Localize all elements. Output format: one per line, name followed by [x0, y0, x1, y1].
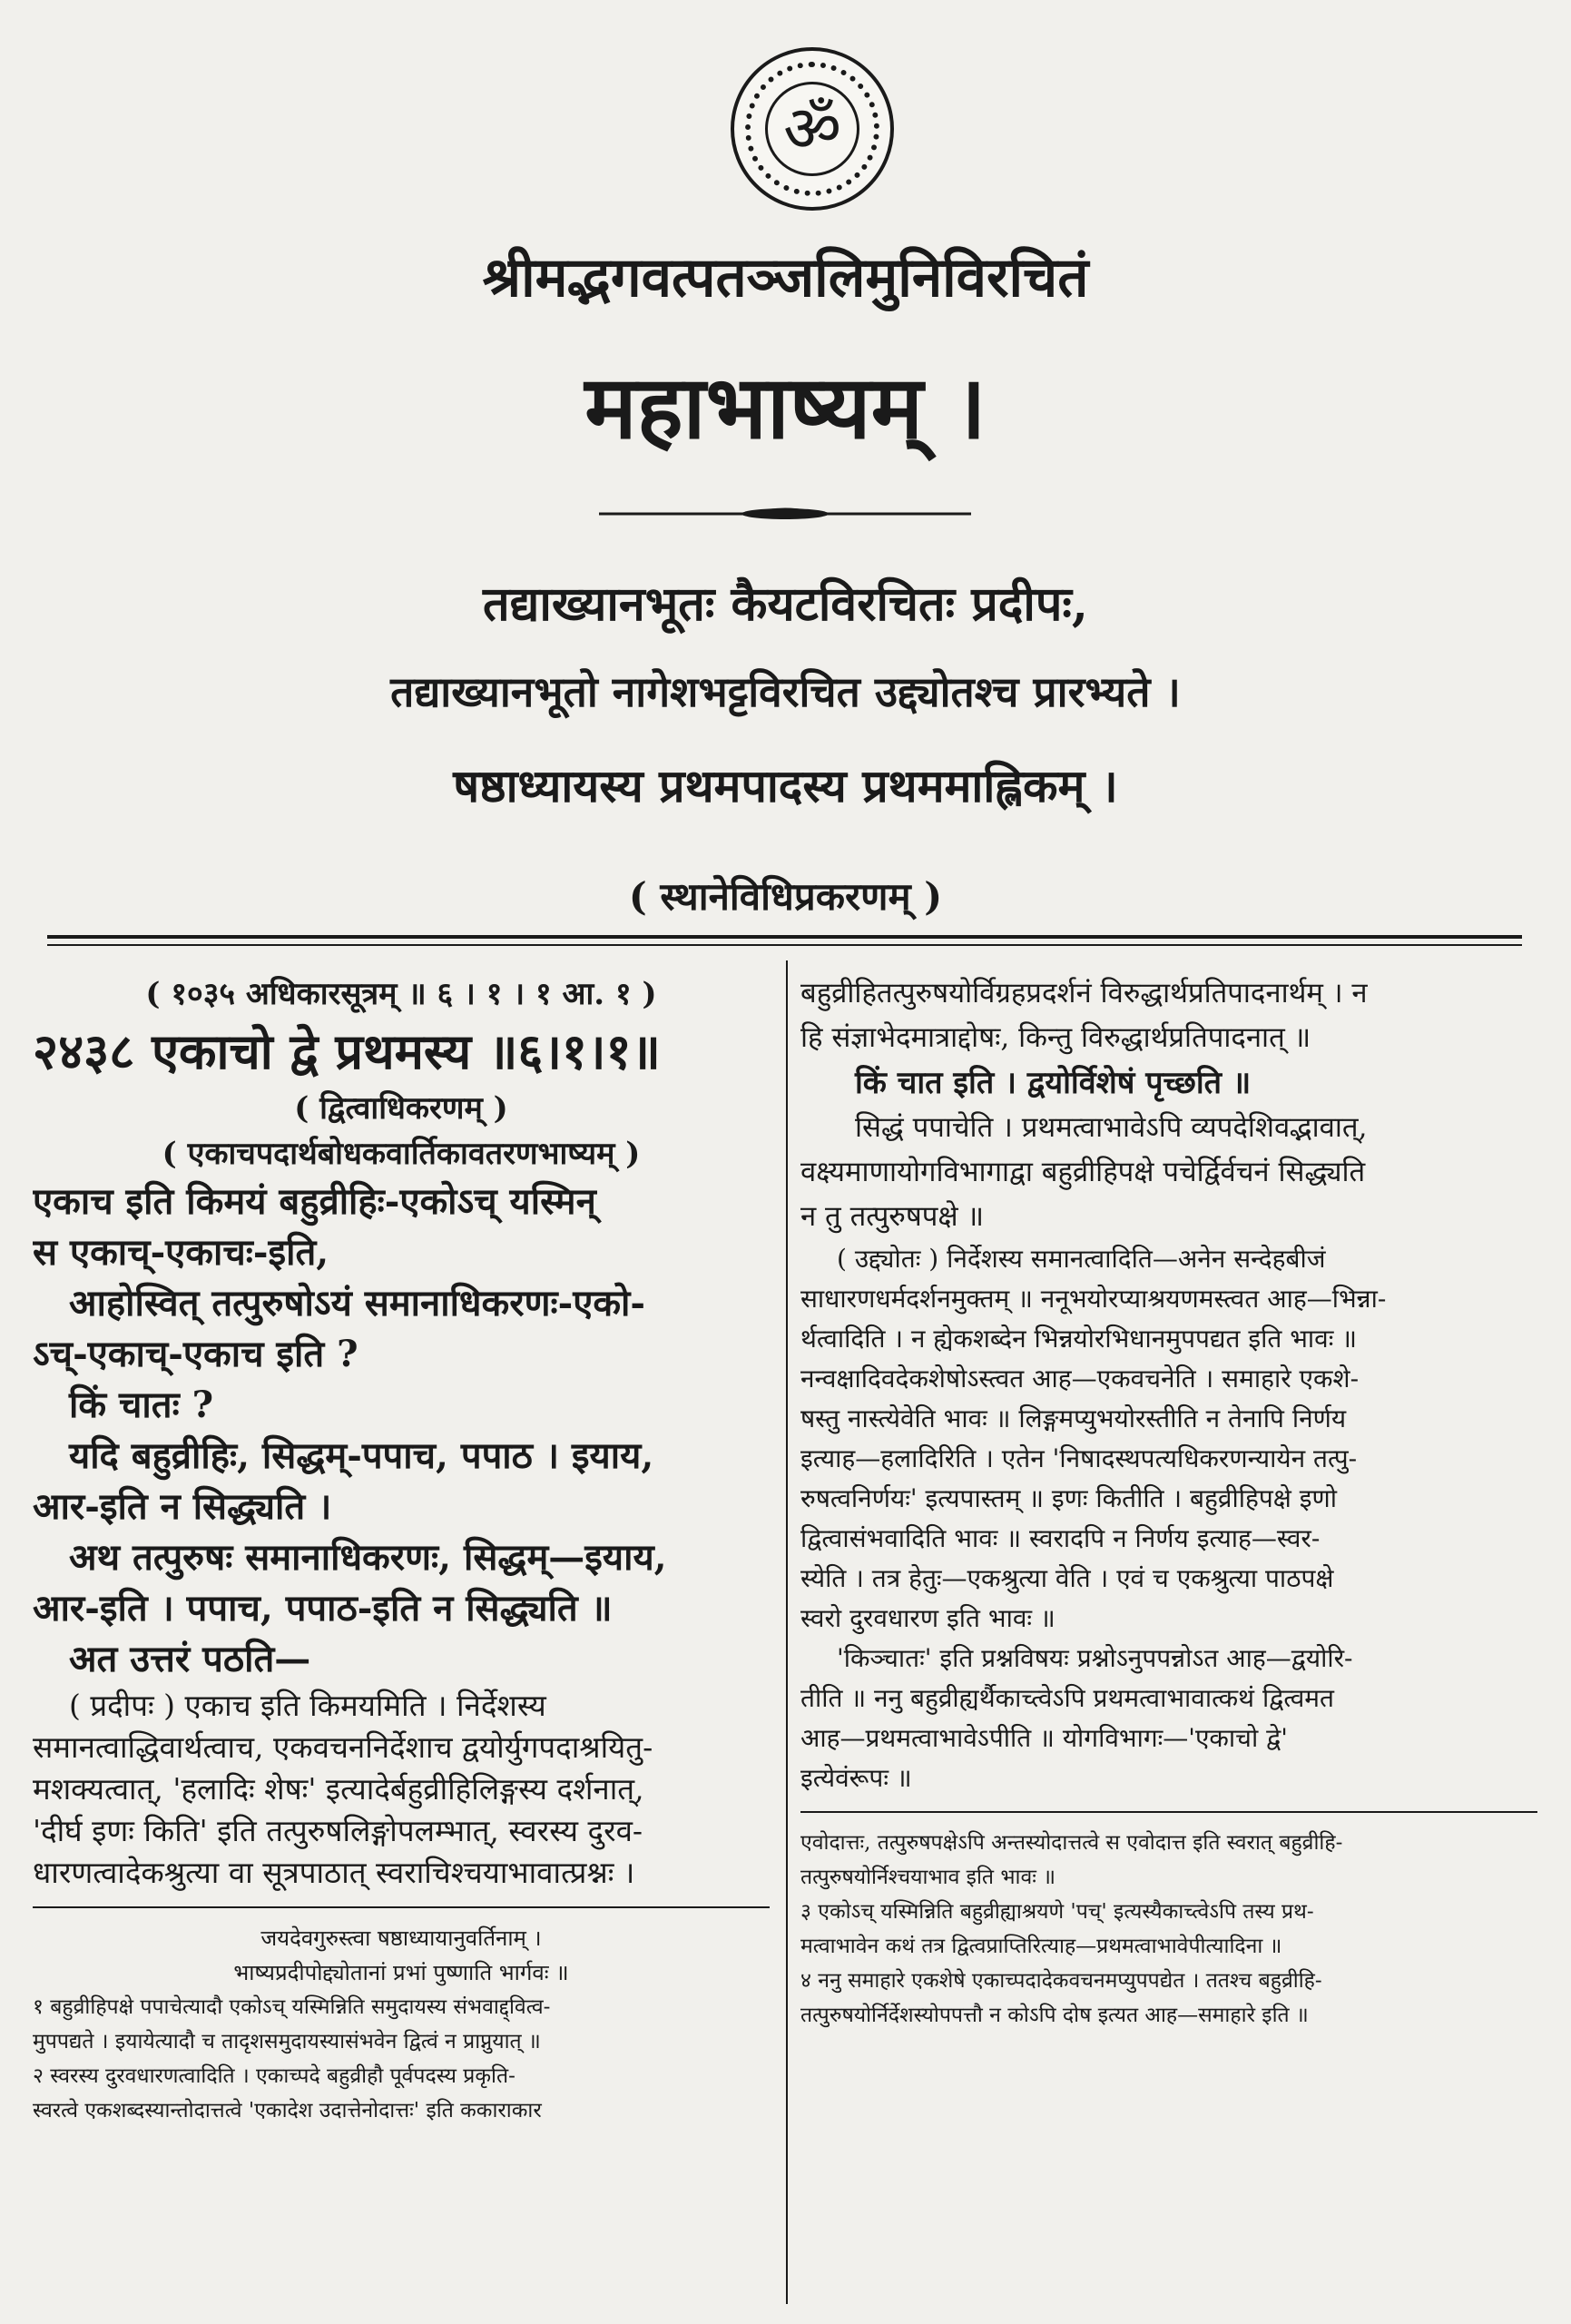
- bhashya-line: एकाच इति किमयं बहुव्रीहिः-एकोऽच् यस्मिन्: [33, 1180, 596, 1223]
- verse-line: जयदेवगुरुस्त्वा षष्ठाध्यायानुवर्तिनाम् ।: [260, 1925, 542, 1951]
- right-column: [800, 971, 1537, 2033]
- pradipa-line: समानत्वाद्धिवार्थत्वाच, एकवचननिर्देशाच द्वयोर्युगपदाश्रयितु-: [33, 1729, 653, 1765]
- pradipa-line: हि संज्ञाभेदमात्राद्दोषः, किन्तु विरुद्धार्थप्रतिपादनात् ॥: [800, 1021, 1311, 1054]
- sutra-heading: २४३८ एकाचो द्वे प्रथमस्य ॥६।१।१॥: [33, 1022, 661, 1080]
- footnote-line: एवोदात्तः, तत्पुरुषपक्षेऽपि अन्तस्योदात्तत्वे स एवोदात्त इति स्वरात् बहुव्रीहि-: [800, 1831, 1343, 1855]
- uddyota-line: इत्येवंरूपः ॥: [800, 1763, 912, 1793]
- uddyota-line: आह—प्रथमत्वाभावेऽपीति ॥ योगविभागः—'एकाचो द्वे': [800, 1723, 1288, 1753]
- bhashya-line: यदि बहुव्रीहिः, सिद्धम्-पपाच, पपाठ । इयाय,: [69, 1434, 654, 1477]
- footnote-line: ४ ननु समाहारे एकशेषे एकाच्पदादेकवचनमप्युपपद्येत । ततश्च बहुव्रीहि-: [800, 1969, 1322, 1993]
- title-ornament: [599, 505, 971, 523]
- bhashya-line: अत उत्तरं पठति—: [69, 1638, 311, 1680]
- footnote-line: मुपपद्यते । इयायेत्यादौ च तादृशसमुदायस्यासंभवेन द्वित्वं न प्राप्नुयात् ॥: [33, 2030, 541, 2053]
- footnote-rule: [33, 1906, 770, 1908]
- uddyota-line: इत्याह—हलादिरिति । एतेन 'निषादस्थपत्यधिकरणन्यायेन तत्पु-: [800, 1443, 1358, 1473]
- bhashya-line: आहोस्वित् तत्पुरुषोऽयं समानाधिकरणः-एको-: [69, 1282, 646, 1324]
- uddyota-line: स्येति । तत्र हेतुः—एकश्रुत्या वेति । एवं च एकश्रुत्या पाठपक्षे: [800, 1563, 1334, 1593]
- author-line: श्रीमद्भगवत्पतञ्जलिमुनिविरचितं: [482, 246, 1089, 310]
- header-rule: [47, 935, 1522, 939]
- uddyota-line: स्वरो दुरवधारण इति भावः ॥: [800, 1603, 1056, 1633]
- uddyota-line: र्थत्वादिति । न ह्येकशब्देन भिन्नयोरभिधानमुपपद्यत इति भावः ॥: [800, 1324, 1358, 1354]
- uddyota-line: षस्तु नास्त्येवेति भावः ॥ लिङ्गमप्युभयोरस्तीति न तेनापि निर्णय: [800, 1403, 1347, 1433]
- bhashya-line: आर-इति । पपाच, पपाठ-इति न सिद्ध्यति ॥: [33, 1587, 613, 1630]
- bhashya-line: अथ तत्पुरुषः समानाधिकरणः, सिद्धम्—इयाय,: [69, 1536, 667, 1579]
- bhashya-line: स एकाच्-एकाचः-इति,: [33, 1231, 329, 1274]
- footnote-line: स्वरत्वे एकशब्दस्यान्तोदात्तत्वे 'एकादेश उदात्तेनोदात्तः' इति ककाराकार: [33, 2099, 542, 2122]
- uddyota-line: ( उद्द्योतः ) निर्देशस्य समानत्वादिति—अनेन सन्देहबीजं: [837, 1244, 1326, 1274]
- column-divider: [786, 960, 788, 2304]
- bhashya-line: ऽच्-एकाच्-एकाच इति ?: [33, 1333, 358, 1375]
- commentary-uddyota-line: तद्याख्यानभूतो नागेशभट्टविरचित उद्द्योतश्च प्रारभ्यते ।: [390, 667, 1181, 716]
- pradipa-line: ( प्रदीपः ) एकाच इति किमयमिति । निर्देशस्य: [69, 1688, 546, 1723]
- adhikara-sutra-label: ( १०३५ अधिकारसूत्रम् ॥ ६ । १ । १ आ. १ ): [145, 976, 657, 1012]
- uddyota-line: द्वित्वासंभवादिति भावः ॥ स्वरादपि न निर्णय इत्याह—स्वर-: [800, 1523, 1321, 1553]
- pradipa-line: धारणत्वादेकश्रुत्या वा सूत्रपाठात् स्वराचिश्चयाभावात्प्रश्नः ।: [33, 1855, 635, 1890]
- footnote-line: १ बहुव्रीहिपक्षे पपाचेत्यादौ एकोऽच् यस्मिन्निति समुदायस्य संभवाद्द्वित्व-: [33, 1995, 551, 2019]
- pradipa-line: किं चात इति । द्वयोर्विशेषं पृच्छति ॥: [855, 1065, 1252, 1101]
- pradipa-line: मशक्यत्वात्, 'हलादिः शेषः' इत्यादेर्बहुव्रीहिलिङ्गस्य दर्शनात्,: [33, 1771, 644, 1807]
- uddyota-line: नन्वक्षादिवदेकशेषोऽस्त्वत आह—एकवचनेति । समाहारे एकशे-: [800, 1364, 1360, 1393]
- commentary-pradipa-line: तद्याख्यानभूतः कैयटविरचितः प्रदीपः,: [482, 576, 1089, 632]
- footnote-line: तत्पुरुषयोर्निश्चयाभाव इति भावः ॥: [800, 1866, 1056, 1889]
- uddyota-line: साधारणधर्मदर्शनमुक्तम् ॥ ननूभयोरप्याश्रयणमस्त्वत आह—भिन्ना-: [800, 1284, 1387, 1314]
- pradipa-line: 'दीर्घ इणः किति' इति तत्पुरुषलिङ्गोपलम्भात्, स्वरस्य दुरव-: [33, 1813, 643, 1848]
- footnote-line: तत्पुरुषयोर्निर्देशस्योपपत्तौ न कोऽपि दोष इत्यत आह—समाहारे इति ॥: [800, 2004, 1309, 2027]
- chapter-heading: षष्ठाध्यायस्य प्रथमपादस्य प्रथममाह्लिकम् ।: [453, 759, 1118, 812]
- subsection-heading: ( द्वित्वाधिकरणम् ): [294, 1090, 508, 1127]
- uddyota-line: तीति ॥ ननु बहुव्रीह्यर्थैकाच्त्वेऽपि प्रथमत्वाभावात्कथं द्वित्वमत: [800, 1683, 1335, 1713]
- bhashya-line: आर-इति न सिद्ध्यति ।: [33, 1485, 332, 1528]
- uddyota-line: 'किञ्चातः' इति प्रश्नविषयः प्रश्नोऽनुपपन्नोऽत आह—द्वयोरि-: [837, 1643, 1353, 1673]
- pradipa-line: न तु तत्पुरुषपक्षे ॥: [800, 1200, 985, 1233]
- footnote-line: २ स्वरस्य दुरवधारणत्वादिति । एकाच्पदे बहुव्रीहौ पूर्वपदस्य प्रकृति-: [33, 2064, 515, 2088]
- footnote-line: मत्वाभावेन कथं तत्र द्वित्वप्राप्तिरित्याह—प्रथमत्वाभावेपीत्यादिना ॥: [800, 1935, 1282, 1958]
- pradipa-line: सिद्धं पपाचेति । प्रथमत्वाभावेऽपि व्यपदेशिवद्भावात्,: [855, 1111, 1368, 1144]
- pradipa-line: वक्ष्यमाणायोगविभागाद्वा बहुव्रीहिपक्षे पचेर्द्विर्वचनं सिद्ध्यति: [800, 1156, 1366, 1188]
- section-heading: ( स्थानेविधिप्रकरणम् ): [628, 874, 943, 919]
- uddyota-line: रुषत्वनिर्णयः' इत्यपास्तम् ॥ इणः कितीति । बहुव्रीहिपक्षे इणो: [800, 1483, 1337, 1513]
- left-column: [33, 971, 770, 2128]
- bhashya-line: किं चातः ?: [69, 1384, 214, 1426]
- footnote-line: ३ एकोऽच् यस्मिन्निति बहुव्रीह्याश्रयणे 'पच्' इत्यस्यैकाच्त्वेऽपि तस्य प्रथ-: [800, 1900, 1314, 1924]
- om-symbol: ॐ: [765, 82, 859, 176]
- book-title: महाभाष्यम् ।: [584, 356, 987, 458]
- subsection-heading: ( एकाचपदार्थबोधकवार्तिकावतरणभाष्यम् ): [162, 1136, 641, 1172]
- pradipa-line: बहुव्रीहितत्पुरुषयोर्विग्रहप्रदर्शनं विरुद्धार्थप्रतिपादनार्थम् । न: [800, 977, 1368, 1009]
- om-emblem: [731, 47, 894, 211]
- title-block: [0, 0, 1571, 944]
- header-rule-thin: [47, 944, 1522, 946]
- footnote-rule: [800, 1811, 1537, 1813]
- verse-line: भाष्यप्रदीपोद्द्योतानां प्रभां पुष्णाति भार्गवः ॥: [233, 1960, 569, 1985]
